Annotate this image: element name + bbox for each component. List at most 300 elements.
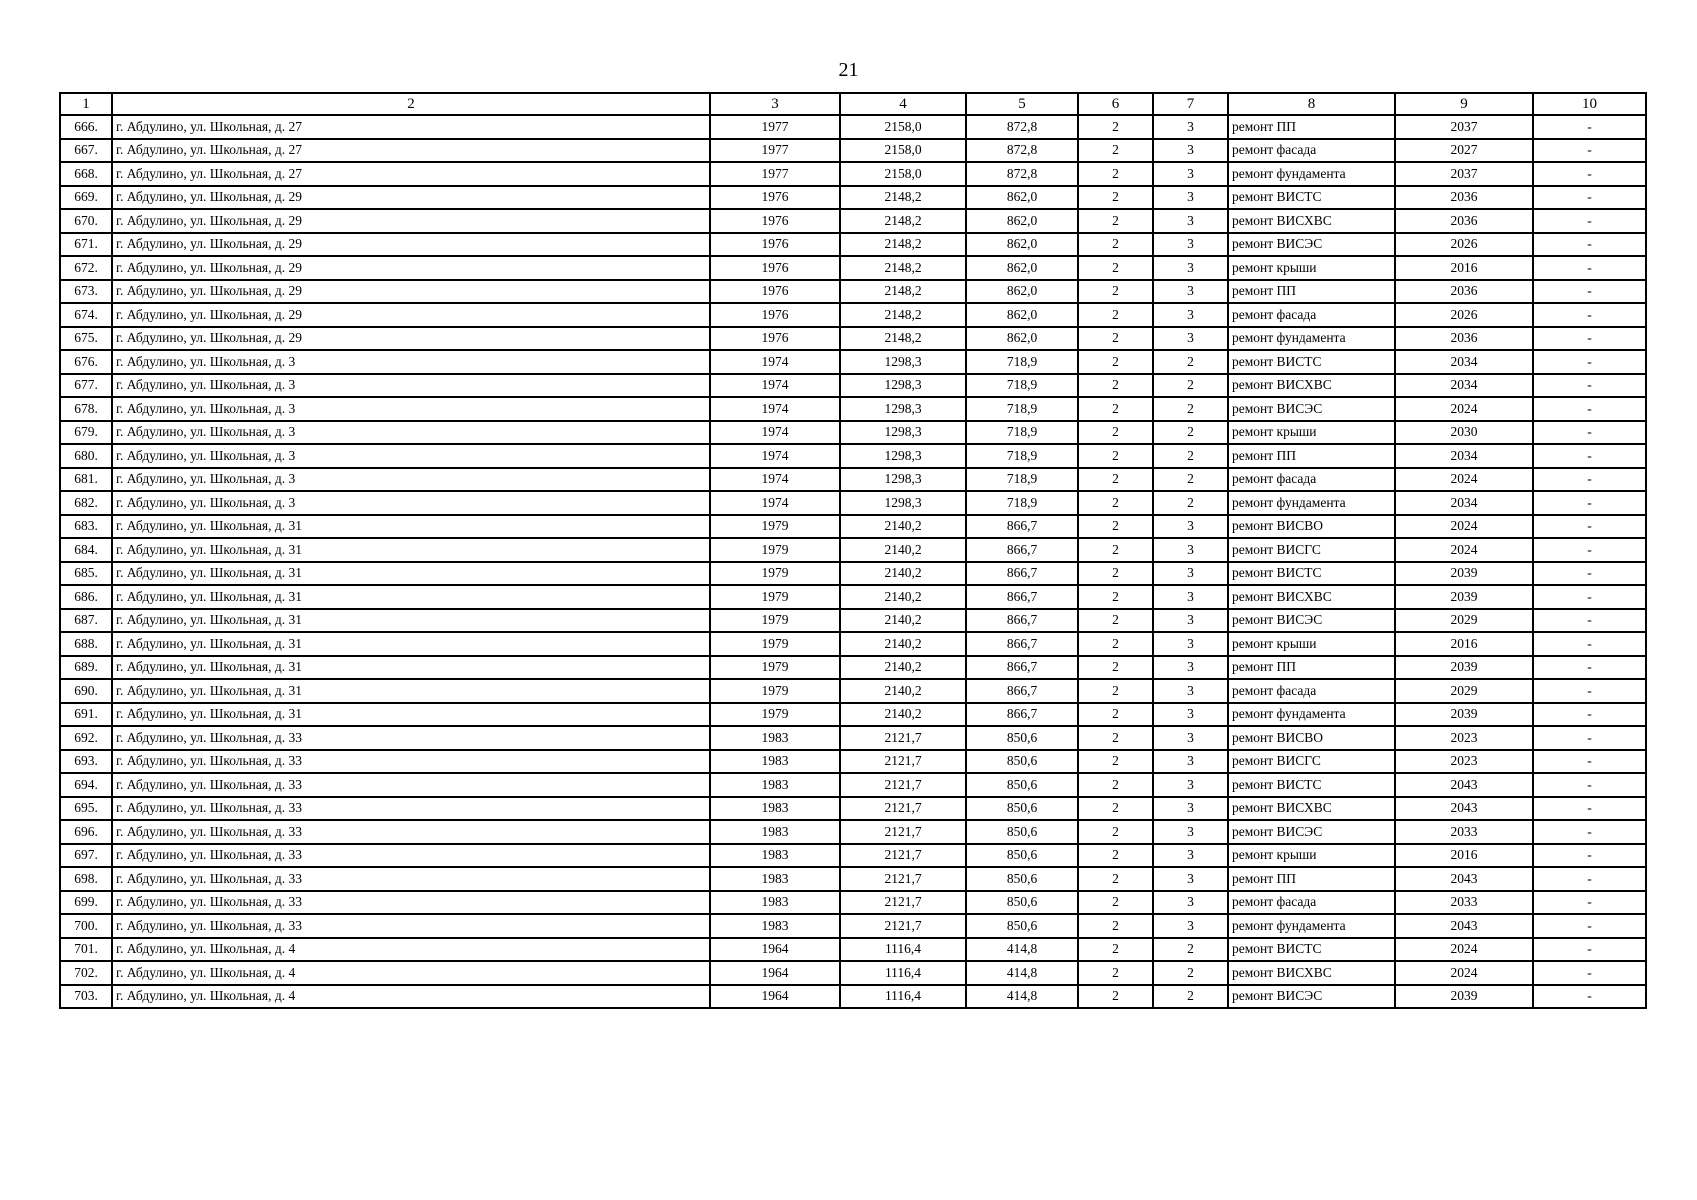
cell-planned-year: 2016 <box>1395 256 1533 280</box>
cell-living-area: 872,8 <box>966 162 1078 186</box>
cell-row-number: 699. <box>60 891 112 915</box>
cell-row-number: 672. <box>60 256 112 280</box>
cell-row-number: 696. <box>60 820 112 844</box>
cell-work-type: ремонт ВИСЭС <box>1228 985 1395 1009</box>
cell-address: г. Абдулино, ул. Школьная, д. 33 <box>112 773 710 797</box>
cell-build-year: 1974 <box>710 397 840 421</box>
cell-build-year: 1979 <box>710 585 840 609</box>
cell-planned-year: 2033 <box>1395 820 1533 844</box>
cell-total-area: 1116,4 <box>840 961 966 985</box>
cell-address: г. Абдулино, ул. Школьная, д. 33 <box>112 844 710 868</box>
table-row <box>60 585 1646 609</box>
cell-col-6-value: 2 <box>1078 985 1153 1009</box>
cell-planned-year: 2036 <box>1395 327 1533 351</box>
cell-planned-year: 2043 <box>1395 914 1533 938</box>
cell-col-6-value: 2 <box>1078 303 1153 327</box>
cell-address: г. Абдулино, ул. Школьная, д. 33 <box>112 820 710 844</box>
cell-work-type: ремонт ВИСХВС <box>1228 374 1395 398</box>
cell-total-area: 2148,2 <box>840 303 966 327</box>
cell-col-6-value: 2 <box>1078 632 1153 656</box>
cell-address: г. Абдулино, ул. Школьная, д. 27 <box>112 162 710 186</box>
cell-row-number: 688. <box>60 632 112 656</box>
cell-col-6-value: 2 <box>1078 891 1153 915</box>
table-row <box>60 115 1646 139</box>
cell-planned-year: 2024 <box>1395 468 1533 492</box>
cell-living-area: 862,0 <box>966 233 1078 257</box>
table-row <box>60 656 1646 680</box>
cell-total-area: 2140,2 <box>840 585 966 609</box>
cell-planned-year: 2037 <box>1395 162 1533 186</box>
cell-col-10-value: - <box>1533 186 1646 210</box>
cell-col-7-value: 3 <box>1153 115 1228 139</box>
cell-row-number: 698. <box>60 867 112 891</box>
table-row <box>60 139 1646 163</box>
cell-col-7-value: 3 <box>1153 186 1228 210</box>
cell-total-area: 2148,2 <box>840 209 966 233</box>
column-header: 5 <box>966 93 1078 115</box>
cell-col-6-value: 2 <box>1078 750 1153 774</box>
table-body <box>60 115 1646 1008</box>
cell-build-year: 1974 <box>710 468 840 492</box>
table-row <box>60 914 1646 938</box>
cell-planned-year: 2036 <box>1395 186 1533 210</box>
cell-total-area: 1298,3 <box>840 491 966 515</box>
cell-living-area: 866,7 <box>966 585 1078 609</box>
cell-address: г. Абдулино, ул. Школьная, д. 3 <box>112 350 710 374</box>
table-row <box>60 538 1646 562</box>
table-row <box>60 162 1646 186</box>
cell-col-7-value: 3 <box>1153 632 1228 656</box>
cell-build-year: 1977 <box>710 162 840 186</box>
cell-col-7-value: 3 <box>1153 209 1228 233</box>
cell-build-year: 1983 <box>710 844 840 868</box>
cell-col-6-value: 2 <box>1078 162 1153 186</box>
cell-col-6-value: 2 <box>1078 233 1153 257</box>
cell-planned-year: 2043 <box>1395 867 1533 891</box>
cell-planned-year: 2039 <box>1395 562 1533 586</box>
cell-col-10-value: - <box>1533 844 1646 868</box>
cell-planned-year: 2026 <box>1395 303 1533 327</box>
cell-total-area: 2121,7 <box>840 797 966 821</box>
cell-col-10-value: - <box>1533 750 1646 774</box>
cell-work-type: ремонт ВИСГС <box>1228 750 1395 774</box>
cell-work-type: ремонт ПП <box>1228 280 1395 304</box>
cell-address: г. Абдулино, ул. Школьная, д. 33 <box>112 891 710 915</box>
cell-build-year: 1964 <box>710 961 840 985</box>
cell-build-year: 1964 <box>710 938 840 962</box>
cell-total-area: 2140,2 <box>840 703 966 727</box>
cell-living-area: 718,9 <box>966 374 1078 398</box>
cell-living-area: 866,7 <box>966 679 1078 703</box>
repair-schedule-table <box>59 92 1647 1009</box>
cell-planned-year: 2034 <box>1395 350 1533 374</box>
page-number: 21 <box>838 59 859 81</box>
table-row <box>60 726 1646 750</box>
cell-col-6-value: 2 <box>1078 585 1153 609</box>
cell-total-area: 2121,7 <box>840 820 966 844</box>
cell-row-number: 673. <box>60 280 112 304</box>
cell-col-6-value: 2 <box>1078 844 1153 868</box>
cell-col-7-value: 2 <box>1153 985 1228 1009</box>
cell-row-number: 693. <box>60 750 112 774</box>
cell-col-10-value: - <box>1533 280 1646 304</box>
cell-build-year: 1983 <box>710 867 840 891</box>
cell-row-number: 695. <box>60 797 112 821</box>
cell-living-area: 872,8 <box>966 139 1078 163</box>
cell-build-year: 1983 <box>710 750 840 774</box>
cell-work-type: ремонт ВИСГС <box>1228 538 1395 562</box>
cell-row-number: 691. <box>60 703 112 727</box>
cell-address: г. Абдулино, ул. Школьная, д. 33 <box>112 750 710 774</box>
cell-build-year: 1976 <box>710 233 840 257</box>
cell-living-area: 862,0 <box>966 280 1078 304</box>
cell-work-type: ремонт крыши <box>1228 844 1395 868</box>
cell-row-number: 676. <box>60 350 112 374</box>
cell-col-10-value: - <box>1533 350 1646 374</box>
cell-col-10-value: - <box>1533 374 1646 398</box>
cell-total-area: 1116,4 <box>840 985 966 1009</box>
cell-row-number: 689. <box>60 656 112 680</box>
cell-row-number: 678. <box>60 397 112 421</box>
cell-total-area: 1298,3 <box>840 468 966 492</box>
cell-address: г. Абдулино, ул. Школьная, д. 29 <box>112 327 710 351</box>
cell-col-7-value: 3 <box>1153 820 1228 844</box>
table-row <box>60 468 1646 492</box>
cell-col-6-value: 2 <box>1078 421 1153 445</box>
cell-col-7-value: 3 <box>1153 867 1228 891</box>
cell-work-type: ремонт ВИСТС <box>1228 938 1395 962</box>
cell-col-7-value: 3 <box>1153 679 1228 703</box>
cell-planned-year: 2024 <box>1395 515 1533 539</box>
cell-col-10-value: - <box>1533 139 1646 163</box>
cell-work-type: ремонт ВИСВО <box>1228 515 1395 539</box>
cell-living-area: 862,0 <box>966 186 1078 210</box>
cell-col-6-value: 2 <box>1078 115 1153 139</box>
cell-col-6-value: 2 <box>1078 562 1153 586</box>
cell-work-type: ремонт фасада <box>1228 303 1395 327</box>
cell-total-area: 2140,2 <box>840 609 966 633</box>
cell-address: г. Абдулино, ул. Школьная, д. 4 <box>112 985 710 1009</box>
cell-address: г. Абдулино, ул. Школьная, д. 31 <box>112 585 710 609</box>
cell-build-year: 1976 <box>710 327 840 351</box>
table-row <box>60 209 1646 233</box>
cell-address: г. Абдулино, ул. Школьная, д. 31 <box>112 609 710 633</box>
cell-row-number: 669. <box>60 186 112 210</box>
cell-address: г. Абдулино, ул. Школьная, д. 33 <box>112 797 710 821</box>
cell-col-10-value: - <box>1533 303 1646 327</box>
cell-work-type: ремонт ПП <box>1228 656 1395 680</box>
cell-planned-year: 2043 <box>1395 773 1533 797</box>
table-row <box>60 820 1646 844</box>
table-row <box>60 773 1646 797</box>
cell-work-type: ремонт ВИСТС <box>1228 186 1395 210</box>
cell-col-10-value: - <box>1533 115 1646 139</box>
table-row <box>60 374 1646 398</box>
cell-col-6-value: 2 <box>1078 914 1153 938</box>
column-header: 10 <box>1533 93 1646 115</box>
cell-col-6-value: 2 <box>1078 609 1153 633</box>
cell-col-10-value: - <box>1533 797 1646 821</box>
cell-col-7-value: 3 <box>1153 139 1228 163</box>
cell-total-area: 1116,4 <box>840 938 966 962</box>
cell-living-area: 866,7 <box>966 515 1078 539</box>
table-row <box>60 350 1646 374</box>
column-header: 8 <box>1228 93 1395 115</box>
cell-row-number: 670. <box>60 209 112 233</box>
cell-planned-year: 2037 <box>1395 115 1533 139</box>
cell-col-10-value: - <box>1533 891 1646 915</box>
cell-work-type: ремонт фундамента <box>1228 327 1395 351</box>
cell-living-area: 414,8 <box>966 938 1078 962</box>
cell-total-area: 2140,2 <box>840 679 966 703</box>
column-header: 6 <box>1078 93 1153 115</box>
table-row <box>60 327 1646 351</box>
cell-planned-year: 2024 <box>1395 961 1533 985</box>
cell-row-number: 702. <box>60 961 112 985</box>
cell-col-7-value: 2 <box>1153 374 1228 398</box>
cell-col-7-value: 3 <box>1153 327 1228 351</box>
cell-col-7-value: 3 <box>1153 233 1228 257</box>
cell-total-area: 2148,2 <box>840 280 966 304</box>
column-header: 7 <box>1153 93 1228 115</box>
cell-work-type: ремонт фасада <box>1228 679 1395 703</box>
cell-planned-year: 2024 <box>1395 938 1533 962</box>
cell-work-type: ремонт фундамента <box>1228 703 1395 727</box>
cell-living-area: 850,6 <box>966 773 1078 797</box>
cell-address: г. Абдулино, ул. Школьная, д. 3 <box>112 421 710 445</box>
cell-total-area: 2148,2 <box>840 233 966 257</box>
cell-address: г. Абдулино, ул. Школьная, д. 31 <box>112 538 710 562</box>
table-row <box>60 703 1646 727</box>
cell-row-number: 666. <box>60 115 112 139</box>
cell-col-7-value: 3 <box>1153 726 1228 750</box>
cell-total-area: 2121,7 <box>840 914 966 938</box>
cell-work-type: ремонт фундамента <box>1228 914 1395 938</box>
cell-build-year: 1979 <box>710 656 840 680</box>
cell-planned-year: 2033 <box>1395 891 1533 915</box>
cell-col-10-value: - <box>1533 985 1646 1009</box>
cell-living-area: 718,9 <box>966 397 1078 421</box>
cell-col-7-value: 3 <box>1153 703 1228 727</box>
cell-row-number: 684. <box>60 538 112 562</box>
cell-row-number: 667. <box>60 139 112 163</box>
cell-living-area: 850,6 <box>966 797 1078 821</box>
cell-address: г. Абдулино, ул. Школьная, д. 27 <box>112 115 710 139</box>
cell-work-type: ремонт крыши <box>1228 256 1395 280</box>
cell-col-6-value: 2 <box>1078 209 1153 233</box>
table-row <box>60 844 1646 868</box>
cell-col-6-value: 2 <box>1078 139 1153 163</box>
cell-living-area: 866,7 <box>966 656 1078 680</box>
cell-row-number: 692. <box>60 726 112 750</box>
cell-living-area: 718,9 <box>966 491 1078 515</box>
cell-col-10-value: - <box>1533 820 1646 844</box>
cell-total-area: 2121,7 <box>840 891 966 915</box>
cell-address: г. Абдулино, ул. Школьная, д. 29 <box>112 233 710 257</box>
table-row <box>60 186 1646 210</box>
cell-col-6-value: 2 <box>1078 961 1153 985</box>
column-header: 1 <box>60 93 112 115</box>
cell-address: г. Абдулино, ул. Школьная, д. 29 <box>112 209 710 233</box>
cell-address: г. Абдулино, ул. Школьная, д. 33 <box>112 867 710 891</box>
cell-build-year: 1983 <box>710 891 840 915</box>
cell-planned-year: 2036 <box>1395 280 1533 304</box>
table-header-row <box>60 93 1646 115</box>
cell-col-6-value: 2 <box>1078 468 1153 492</box>
cell-total-area: 1298,3 <box>840 350 966 374</box>
cell-total-area: 2121,7 <box>840 773 966 797</box>
cell-total-area: 2121,7 <box>840 844 966 868</box>
cell-work-type: ремонт ВИСТС <box>1228 773 1395 797</box>
cell-col-7-value: 3 <box>1153 609 1228 633</box>
cell-living-area: 866,7 <box>966 632 1078 656</box>
cell-work-type: ремонт фасада <box>1228 468 1395 492</box>
cell-total-area: 2140,2 <box>840 538 966 562</box>
cell-planned-year: 2016 <box>1395 844 1533 868</box>
cell-total-area: 1298,3 <box>840 444 966 468</box>
cell-living-area: 866,7 <box>966 609 1078 633</box>
cell-planned-year: 2039 <box>1395 985 1533 1009</box>
cell-work-type: ремонт фундамента <box>1228 491 1395 515</box>
cell-living-area: 718,9 <box>966 421 1078 445</box>
cell-living-area: 850,6 <box>966 844 1078 868</box>
cell-address: г. Абдулино, ул. Школьная, д. 29 <box>112 303 710 327</box>
cell-col-10-value: - <box>1533 421 1646 445</box>
cell-col-6-value: 2 <box>1078 938 1153 962</box>
table-row <box>60 444 1646 468</box>
cell-row-number: 694. <box>60 773 112 797</box>
cell-row-number: 681. <box>60 468 112 492</box>
cell-row-number: 686. <box>60 585 112 609</box>
cell-col-6-value: 2 <box>1078 374 1153 398</box>
cell-work-type: ремонт ПП <box>1228 444 1395 468</box>
cell-col-10-value: - <box>1533 468 1646 492</box>
cell-living-area: 866,7 <box>966 538 1078 562</box>
cell-work-type: ремонт ВИСЭС <box>1228 397 1395 421</box>
table-row <box>60 632 1646 656</box>
cell-col-10-value: - <box>1533 914 1646 938</box>
cell-col-10-value: - <box>1533 209 1646 233</box>
cell-row-number: 674. <box>60 303 112 327</box>
cell-work-type: ремонт ПП <box>1228 115 1395 139</box>
cell-build-year: 1976 <box>710 186 840 210</box>
cell-planned-year: 2024 <box>1395 538 1533 562</box>
cell-address: г. Абдулино, ул. Школьная, д. 31 <box>112 679 710 703</box>
cell-work-type: ремонт ВИСЭС <box>1228 609 1395 633</box>
cell-work-type: ремонт ПП <box>1228 867 1395 891</box>
cell-col-7-value: 3 <box>1153 656 1228 680</box>
cell-row-number: 682. <box>60 491 112 515</box>
cell-col-6-value: 2 <box>1078 679 1153 703</box>
cell-col-7-value: 2 <box>1153 468 1228 492</box>
cell-build-year: 1974 <box>710 374 840 398</box>
cell-living-area: 414,8 <box>966 985 1078 1009</box>
table-row <box>60 562 1646 586</box>
cell-build-year: 1974 <box>710 491 840 515</box>
column-header: 9 <box>1395 93 1533 115</box>
column-header: 3 <box>710 93 840 115</box>
cell-row-number: 679. <box>60 421 112 445</box>
cell-col-10-value: - <box>1533 679 1646 703</box>
cell-col-10-value: - <box>1533 585 1646 609</box>
cell-living-area: 850,6 <box>966 891 1078 915</box>
cell-col-7-value: 2 <box>1153 491 1228 515</box>
cell-col-10-value: - <box>1533 491 1646 515</box>
cell-address: г. Абдулино, ул. Школьная, д. 33 <box>112 726 710 750</box>
cell-living-area: 414,8 <box>966 961 1078 985</box>
cell-address: г. Абдулино, ул. Школьная, д. 3 <box>112 491 710 515</box>
cell-planned-year: 2036 <box>1395 209 1533 233</box>
cell-col-6-value: 2 <box>1078 444 1153 468</box>
cell-work-type: ремонт ВИСВО <box>1228 726 1395 750</box>
cell-col-7-value: 2 <box>1153 350 1228 374</box>
cell-total-area: 1298,3 <box>840 374 966 398</box>
cell-planned-year: 2034 <box>1395 491 1533 515</box>
cell-work-type: ремонт крыши <box>1228 421 1395 445</box>
cell-address: г. Абдулино, ул. Школьная, д. 29 <box>112 280 710 304</box>
cell-planned-year: 2039 <box>1395 585 1533 609</box>
cell-col-7-value: 3 <box>1153 303 1228 327</box>
cell-living-area: 718,9 <box>966 468 1078 492</box>
cell-planned-year: 2023 <box>1395 726 1533 750</box>
cell-row-number: 683. <box>60 515 112 539</box>
cell-col-6-value: 2 <box>1078 256 1153 280</box>
cell-address: г. Абдулино, ул. Школьная, д. 3 <box>112 444 710 468</box>
cell-total-area: 2148,2 <box>840 186 966 210</box>
table-row <box>60 961 1646 985</box>
cell-col-10-value: - <box>1533 609 1646 633</box>
cell-col-10-value: - <box>1533 632 1646 656</box>
cell-col-7-value: 2 <box>1153 421 1228 445</box>
cell-col-7-value: 3 <box>1153 162 1228 186</box>
cell-planned-year: 2039 <box>1395 656 1533 680</box>
table-row <box>60 491 1646 515</box>
cell-address: г. Абдулино, ул. Школьная, д. 31 <box>112 656 710 680</box>
cell-col-6-value: 2 <box>1078 515 1153 539</box>
cell-row-number: 697. <box>60 844 112 868</box>
cell-total-area: 1298,3 <box>840 397 966 421</box>
cell-col-7-value: 3 <box>1153 914 1228 938</box>
cell-work-type: ремонт ВИСТС <box>1228 350 1395 374</box>
cell-living-area: 862,0 <box>966 209 1078 233</box>
cell-col-7-value: 3 <box>1153 773 1228 797</box>
cell-total-area: 2121,7 <box>840 867 966 891</box>
column-header: 2 <box>112 93 710 115</box>
cell-living-area: 862,0 <box>966 303 1078 327</box>
cell-address: г. Абдулино, ул. Школьная, д. 3 <box>112 374 710 398</box>
cell-address: г. Абдулино, ул. Школьная, д. 29 <box>112 186 710 210</box>
table-row <box>60 609 1646 633</box>
cell-row-number: 680. <box>60 444 112 468</box>
cell-col-7-value: 2 <box>1153 444 1228 468</box>
cell-col-10-value: - <box>1533 444 1646 468</box>
cell-work-type: ремонт ВИСХВС <box>1228 209 1395 233</box>
cell-col-10-value: - <box>1533 938 1646 962</box>
cell-living-area: 850,6 <box>966 726 1078 750</box>
cell-total-area: 2140,2 <box>840 632 966 656</box>
cell-col-7-value: 3 <box>1153 891 1228 915</box>
cell-col-10-value: - <box>1533 703 1646 727</box>
cell-build-year: 1983 <box>710 820 840 844</box>
cell-planned-year: 2029 <box>1395 679 1533 703</box>
cell-col-10-value: - <box>1533 397 1646 421</box>
cell-living-area: 872,8 <box>966 115 1078 139</box>
cell-work-type: ремонт ВИСХВС <box>1228 961 1395 985</box>
cell-address: г. Абдулино, ул. Школьная, д. 27 <box>112 139 710 163</box>
cell-work-type: ремонт ВИСЭС <box>1228 233 1395 257</box>
cell-living-area: 718,9 <box>966 444 1078 468</box>
cell-build-year: 1977 <box>710 139 840 163</box>
